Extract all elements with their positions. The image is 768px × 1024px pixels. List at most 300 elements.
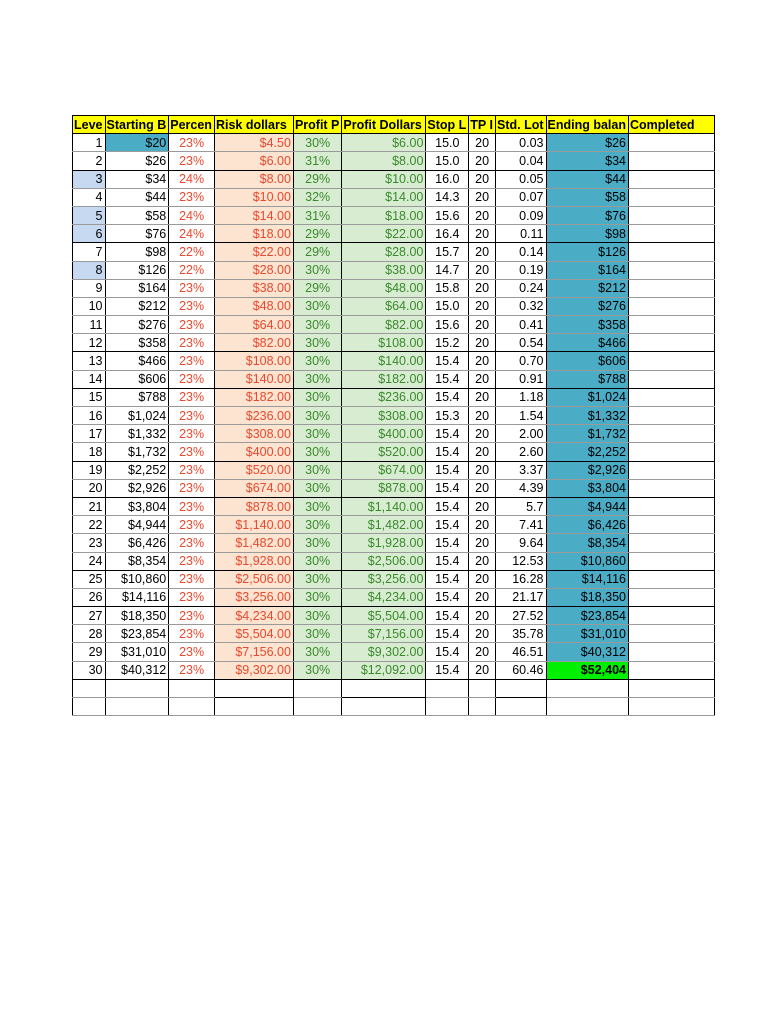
cell-ending-balance[interactable]: $14,116 xyxy=(546,570,628,588)
cell-level[interactable]: 24 xyxy=(73,552,106,570)
cell-stop-loss[interactable]: 15.6 xyxy=(426,206,469,224)
cell-std-lot[interactable]: 2.00 xyxy=(495,425,546,443)
col-header-std-lot[interactable]: Std. Lot xyxy=(495,116,546,134)
cell-risk-dollars[interactable]: $2,506.00 xyxy=(214,570,293,588)
cell-profit-dollars[interactable]: $520.00 xyxy=(342,443,426,461)
cell-level[interactable]: 13 xyxy=(73,352,106,370)
cell-risk-dollars[interactable]: $38.00 xyxy=(214,279,293,297)
empty-cell[interactable] xyxy=(293,698,341,716)
cell-profit-percent[interactable]: 30% xyxy=(293,516,341,534)
cell-profit-dollars[interactable]: $4,234.00 xyxy=(342,588,426,606)
cell-profit-dollars[interactable]: $14.00 xyxy=(342,188,426,206)
cell-std-lot[interactable]: 5.7 xyxy=(495,497,546,515)
cell-risk-dollars[interactable]: $82.00 xyxy=(214,334,293,352)
cell-stop-loss[interactable]: 15.4 xyxy=(426,443,469,461)
empty-cell[interactable] xyxy=(214,679,293,697)
cell-completed[interactable] xyxy=(628,316,714,334)
cell-std-lot[interactable]: 0.04 xyxy=(495,152,546,170)
cell-profit-dollars[interactable]: $6.00 xyxy=(342,134,426,152)
cell-starting-balance[interactable]: $606 xyxy=(105,370,169,388)
cell-profit-dollars[interactable]: $48.00 xyxy=(342,279,426,297)
cell-starting-balance[interactable]: $8,354 xyxy=(105,552,169,570)
cell-starting-balance[interactable]: $40,312 xyxy=(105,661,169,679)
cell-percent[interactable]: 23% xyxy=(169,534,215,552)
cell-ending-balance[interactable]: $40,312 xyxy=(546,643,628,661)
cell-level[interactable]: 12 xyxy=(73,334,106,352)
cell-risk-dollars[interactable]: $400.00 xyxy=(214,443,293,461)
cell-risk-dollars[interactable]: $5,504.00 xyxy=(214,625,293,643)
cell-level[interactable]: 20 xyxy=(73,479,106,497)
col-header-stop-loss[interactable]: Stop L xyxy=(426,116,469,134)
cell-starting-balance[interactable]: $10,860 xyxy=(105,570,169,588)
cell-percent[interactable]: 23% xyxy=(169,570,215,588)
cell-std-lot[interactable]: 16.28 xyxy=(495,570,546,588)
cell-take-profit[interactable]: 20 xyxy=(469,407,496,425)
cell-take-profit[interactable]: 20 xyxy=(469,316,496,334)
cell-std-lot[interactable]: 0.07 xyxy=(495,188,546,206)
cell-starting-balance[interactable]: $23,854 xyxy=(105,625,169,643)
cell-std-lot[interactable]: 9.64 xyxy=(495,534,546,552)
cell-completed[interactable] xyxy=(628,225,714,243)
cell-stop-loss[interactable]: 15.4 xyxy=(426,425,469,443)
cell-starting-balance[interactable]: $6,426 xyxy=(105,534,169,552)
cell-completed[interactable] xyxy=(628,534,714,552)
cell-profit-dollars[interactable]: $2,506.00 xyxy=(342,552,426,570)
cell-std-lot[interactable]: 46.51 xyxy=(495,643,546,661)
cell-percent[interactable]: 23% xyxy=(169,279,215,297)
cell-std-lot[interactable]: 0.54 xyxy=(495,334,546,352)
cell-starting-balance[interactable]: $358 xyxy=(105,334,169,352)
cell-level[interactable]: 22 xyxy=(73,516,106,534)
cell-std-lot[interactable]: 0.03 xyxy=(495,134,546,152)
cell-std-lot[interactable]: 3.37 xyxy=(495,461,546,479)
cell-take-profit[interactable]: 20 xyxy=(469,661,496,679)
cell-take-profit[interactable]: 20 xyxy=(469,625,496,643)
cell-starting-balance[interactable]: $2,252 xyxy=(105,461,169,479)
cell-std-lot[interactable]: 0.24 xyxy=(495,279,546,297)
cell-take-profit[interactable]: 20 xyxy=(469,334,496,352)
cell-take-profit[interactable]: 20 xyxy=(469,388,496,406)
cell-risk-dollars[interactable]: $22.00 xyxy=(214,243,293,261)
cell-percent[interactable]: 23% xyxy=(169,607,215,625)
cell-take-profit[interactable]: 20 xyxy=(469,461,496,479)
empty-cell[interactable] xyxy=(214,698,293,716)
cell-stop-loss[interactable]: 15.0 xyxy=(426,152,469,170)
cell-completed[interactable] xyxy=(628,479,714,497)
cell-percent[interactable]: 23% xyxy=(169,407,215,425)
cell-profit-percent[interactable]: 30% xyxy=(293,534,341,552)
cell-starting-balance[interactable]: $276 xyxy=(105,316,169,334)
col-header-risk-dollars[interactable]: Risk dollars xyxy=(214,116,293,134)
cell-take-profit[interactable]: 20 xyxy=(469,243,496,261)
cell-level[interactable]: 17 xyxy=(73,425,106,443)
cell-profit-dollars[interactable]: $28.00 xyxy=(342,243,426,261)
cell-stop-loss[interactable]: 15.4 xyxy=(426,570,469,588)
cell-stop-loss[interactable]: 15.6 xyxy=(426,316,469,334)
cell-level[interactable]: 11 xyxy=(73,316,106,334)
cell-risk-dollars[interactable]: $28.00 xyxy=(214,261,293,279)
cell-risk-dollars[interactable]: $18.00 xyxy=(214,225,293,243)
cell-percent[interactable]: 23% xyxy=(169,370,215,388)
cell-stop-loss[interactable]: 15.7 xyxy=(426,243,469,261)
cell-take-profit[interactable]: 20 xyxy=(469,443,496,461)
empty-cell[interactable] xyxy=(169,698,215,716)
cell-starting-balance[interactable]: $1,732 xyxy=(105,443,169,461)
cell-completed[interactable] xyxy=(628,279,714,297)
cell-starting-balance[interactable]: $788 xyxy=(105,388,169,406)
cell-level[interactable]: 10 xyxy=(73,297,106,315)
cell-profit-dollars[interactable]: $38.00 xyxy=(342,261,426,279)
cell-profit-percent[interactable]: 30% xyxy=(293,570,341,588)
cell-starting-balance[interactable]: $14,116 xyxy=(105,588,169,606)
cell-starting-balance[interactable]: $76 xyxy=(105,225,169,243)
cell-starting-balance[interactable]: $31,010 xyxy=(105,643,169,661)
cell-stop-loss[interactable]: 15.0 xyxy=(426,134,469,152)
cell-ending-balance[interactable]: $2,926 xyxy=(546,461,628,479)
cell-take-profit[interactable]: 20 xyxy=(469,370,496,388)
cell-std-lot[interactable]: 35.78 xyxy=(495,625,546,643)
cell-stop-loss[interactable]: 15.4 xyxy=(426,497,469,515)
cell-stop-loss[interactable]: 16.4 xyxy=(426,225,469,243)
cell-percent[interactable]: 23% xyxy=(169,352,215,370)
cell-level[interactable]: 28 xyxy=(73,625,106,643)
cell-percent[interactable]: 23% xyxy=(169,588,215,606)
cell-take-profit[interactable]: 20 xyxy=(469,297,496,315)
cell-profit-percent[interactable]: 30% xyxy=(293,443,341,461)
cell-starting-balance[interactable]: $20 xyxy=(105,134,169,152)
cell-profit-dollars[interactable]: $1,928.00 xyxy=(342,534,426,552)
cell-ending-balance[interactable]: $31,010 xyxy=(546,625,628,643)
cell-take-profit[interactable]: 20 xyxy=(469,643,496,661)
cell-starting-balance[interactable]: $3,804 xyxy=(105,497,169,515)
cell-starting-balance[interactable]: $1,332 xyxy=(105,425,169,443)
cell-profit-dollars[interactable]: $108.00 xyxy=(342,334,426,352)
cell-level[interactable]: 14 xyxy=(73,370,106,388)
empty-cell[interactable] xyxy=(495,679,546,697)
cell-starting-balance[interactable]: $58 xyxy=(105,206,169,224)
cell-profit-percent[interactable]: 30% xyxy=(293,479,341,497)
cell-completed[interactable] xyxy=(628,407,714,425)
cell-percent[interactable]: 23% xyxy=(169,516,215,534)
cell-completed[interactable] xyxy=(628,188,714,206)
cell-ending-balance[interactable]: $276 xyxy=(546,297,628,315)
cell-profit-dollars[interactable]: $674.00 xyxy=(342,461,426,479)
cell-percent[interactable]: 23% xyxy=(169,425,215,443)
cell-risk-dollars[interactable]: $8.00 xyxy=(214,170,293,188)
cell-risk-dollars[interactable]: $308.00 xyxy=(214,425,293,443)
cell-starting-balance[interactable]: $126 xyxy=(105,261,169,279)
cell-profit-percent[interactable]: 30% xyxy=(293,407,341,425)
cell-level[interactable]: 6 xyxy=(73,225,106,243)
cell-percent[interactable]: 23% xyxy=(169,443,215,461)
cell-starting-balance[interactable]: $2,926 xyxy=(105,479,169,497)
cell-profit-percent[interactable]: 30% xyxy=(293,588,341,606)
cell-completed[interactable] xyxy=(628,552,714,570)
cell-ending-balance[interactable]: $6,426 xyxy=(546,516,628,534)
empty-cell[interactable] xyxy=(73,698,106,716)
cell-risk-dollars[interactable]: $878.00 xyxy=(214,497,293,515)
cell-ending-balance[interactable]: $52,404 xyxy=(546,661,628,679)
cell-profit-percent[interactable]: 31% xyxy=(293,206,341,224)
cell-percent[interactable]: 24% xyxy=(169,225,215,243)
cell-level[interactable]: 8 xyxy=(73,261,106,279)
cell-completed[interactable] xyxy=(628,661,714,679)
cell-starting-balance[interactable]: $1,024 xyxy=(105,407,169,425)
cell-ending-balance[interactable]: $788 xyxy=(546,370,628,388)
cell-profit-percent[interactable]: 30% xyxy=(293,461,341,479)
cell-level[interactable]: 19 xyxy=(73,461,106,479)
cell-std-lot[interactable]: 4.39 xyxy=(495,479,546,497)
empty-cell[interactable] xyxy=(469,698,496,716)
cell-starting-balance[interactable]: $26 xyxy=(105,152,169,170)
cell-ending-balance[interactable]: $58 xyxy=(546,188,628,206)
cell-profit-dollars[interactable]: $308.00 xyxy=(342,407,426,425)
cell-level[interactable]: 16 xyxy=(73,407,106,425)
cell-profit-dollars[interactable]: $9,302.00 xyxy=(342,643,426,661)
cell-completed[interactable] xyxy=(628,516,714,534)
empty-cell[interactable] xyxy=(342,679,426,697)
cell-stop-loss[interactable]: 15.2 xyxy=(426,334,469,352)
cell-std-lot[interactable]: 0.05 xyxy=(495,170,546,188)
cell-completed[interactable] xyxy=(628,388,714,406)
cell-level[interactable]: 3 xyxy=(73,170,106,188)
empty-cell[interactable] xyxy=(546,698,628,716)
cell-percent[interactable]: 22% xyxy=(169,261,215,279)
cell-level[interactable]: 4 xyxy=(73,188,106,206)
cell-level[interactable]: 23 xyxy=(73,534,106,552)
col-header-profit-dollars[interactable]: Profit Dollars xyxy=(342,116,426,134)
cell-completed[interactable] xyxy=(628,625,714,643)
cell-percent[interactable]: 23% xyxy=(169,461,215,479)
cell-percent[interactable]: 23% xyxy=(169,388,215,406)
cell-risk-dollars[interactable]: $3,256.00 xyxy=(214,588,293,606)
cell-profit-dollars[interactable]: $8.00 xyxy=(342,152,426,170)
cell-ending-balance[interactable]: $18,350 xyxy=(546,588,628,606)
cell-risk-dollars[interactable]: $14.00 xyxy=(214,206,293,224)
cell-percent[interactable]: 23% xyxy=(169,661,215,679)
cell-risk-dollars[interactable]: $236.00 xyxy=(214,407,293,425)
cell-percent[interactable]: 23% xyxy=(169,134,215,152)
cell-ending-balance[interactable]: $4,944 xyxy=(546,497,628,515)
cell-completed[interactable] xyxy=(628,443,714,461)
cell-completed[interactable] xyxy=(628,570,714,588)
cell-risk-dollars[interactable]: $1,140.00 xyxy=(214,516,293,534)
cell-stop-loss[interactable]: 15.8 xyxy=(426,279,469,297)
cell-profit-percent[interactable]: 30% xyxy=(293,625,341,643)
cell-take-profit[interactable]: 20 xyxy=(469,170,496,188)
cell-profit-percent[interactable]: 30% xyxy=(293,316,341,334)
cell-profit-dollars[interactable]: $10.00 xyxy=(342,170,426,188)
cell-ending-balance[interactable]: $23,854 xyxy=(546,607,628,625)
cell-profit-dollars[interactable]: $5,504.00 xyxy=(342,607,426,625)
cell-risk-dollars[interactable]: $108.00 xyxy=(214,352,293,370)
cell-risk-dollars[interactable]: $10.00 xyxy=(214,188,293,206)
cell-take-profit[interactable]: 20 xyxy=(469,352,496,370)
cell-ending-balance[interactable]: $26 xyxy=(546,134,628,152)
cell-risk-dollars[interactable]: $182.00 xyxy=(214,388,293,406)
cell-take-profit[interactable]: 20 xyxy=(469,497,496,515)
cell-percent[interactable]: 23% xyxy=(169,297,215,315)
cell-profit-percent[interactable]: 30% xyxy=(293,552,341,570)
cell-profit-percent[interactable]: 32% xyxy=(293,188,341,206)
cell-profit-percent[interactable]: 30% xyxy=(293,334,341,352)
cell-level[interactable]: 30 xyxy=(73,661,106,679)
cell-completed[interactable] xyxy=(628,352,714,370)
cell-completed[interactable] xyxy=(628,334,714,352)
cell-std-lot[interactable]: 12.53 xyxy=(495,552,546,570)
cell-risk-dollars[interactable]: $1,482.00 xyxy=(214,534,293,552)
empty-cell[interactable] xyxy=(546,679,628,697)
cell-starting-balance[interactable]: $4,944 xyxy=(105,516,169,534)
cell-std-lot[interactable]: 0.09 xyxy=(495,206,546,224)
cell-std-lot[interactable]: 1.54 xyxy=(495,407,546,425)
cell-risk-dollars[interactable]: $140.00 xyxy=(214,370,293,388)
cell-ending-balance[interactable]: $358 xyxy=(546,316,628,334)
cell-take-profit[interactable]: 20 xyxy=(469,261,496,279)
cell-percent[interactable]: 23% xyxy=(169,316,215,334)
cell-percent[interactable]: 23% xyxy=(169,334,215,352)
cell-take-profit[interactable]: 20 xyxy=(469,588,496,606)
cell-profit-percent[interactable]: 30% xyxy=(293,497,341,515)
cell-ending-balance[interactable]: $1,732 xyxy=(546,425,628,443)
cell-level[interactable]: 5 xyxy=(73,206,106,224)
cell-std-lot[interactable]: 0.41 xyxy=(495,316,546,334)
cell-ending-balance[interactable]: $606 xyxy=(546,352,628,370)
cell-stop-loss[interactable]: 15.4 xyxy=(426,643,469,661)
cell-profit-percent[interactable]: 30% xyxy=(293,388,341,406)
empty-cell[interactable] xyxy=(169,679,215,697)
cell-profit-percent[interactable]: 29% xyxy=(293,279,341,297)
col-header-ending-balance[interactable]: Ending balan xyxy=(546,116,628,134)
cell-percent[interactable]: 23% xyxy=(169,497,215,515)
col-header-take-profit[interactable]: TP I xyxy=(469,116,496,134)
cell-profit-dollars[interactable]: $22.00 xyxy=(342,225,426,243)
cell-completed[interactable] xyxy=(628,607,714,625)
cell-std-lot[interactable]: 0.91 xyxy=(495,370,546,388)
cell-stop-loss[interactable]: 15.4 xyxy=(426,370,469,388)
cell-stop-loss[interactable]: 14.3 xyxy=(426,188,469,206)
cell-std-lot[interactable]: 0.70 xyxy=(495,352,546,370)
cell-profit-percent[interactable]: 30% xyxy=(293,261,341,279)
cell-profit-percent[interactable]: 30% xyxy=(293,425,341,443)
cell-starting-balance[interactable]: $34 xyxy=(105,170,169,188)
cell-take-profit[interactable]: 20 xyxy=(469,479,496,497)
cell-stop-loss[interactable]: 15.4 xyxy=(426,661,469,679)
cell-percent[interactable]: 23% xyxy=(169,552,215,570)
empty-cell[interactable] xyxy=(426,679,469,697)
cell-level[interactable]: 15 xyxy=(73,388,106,406)
cell-percent[interactable]: 23% xyxy=(169,152,215,170)
cell-risk-dollars[interactable]: $4,234.00 xyxy=(214,607,293,625)
cell-std-lot[interactable]: 27.52 xyxy=(495,607,546,625)
cell-take-profit[interactable]: 20 xyxy=(469,534,496,552)
cell-ending-balance[interactable]: $76 xyxy=(546,206,628,224)
cell-stop-loss[interactable]: 15.4 xyxy=(426,534,469,552)
cell-level[interactable]: 1 xyxy=(73,134,106,152)
col-header-percent[interactable]: Percen xyxy=(169,116,215,134)
cell-percent[interactable]: 22% xyxy=(169,243,215,261)
col-header-completed[interactable]: Completed xyxy=(628,116,714,134)
cell-completed[interactable] xyxy=(628,206,714,224)
empty-cell[interactable] xyxy=(105,679,169,697)
col-header-starting-balance[interactable]: Starting B xyxy=(105,116,169,134)
cell-starting-balance[interactable]: $164 xyxy=(105,279,169,297)
cell-risk-dollars[interactable]: $9,302.00 xyxy=(214,661,293,679)
cell-completed[interactable] xyxy=(628,261,714,279)
cell-profit-dollars[interactable]: $400.00 xyxy=(342,425,426,443)
cell-level[interactable]: 18 xyxy=(73,443,106,461)
cell-profit-dollars[interactable]: $182.00 xyxy=(342,370,426,388)
cell-ending-balance[interactable]: $126 xyxy=(546,243,628,261)
cell-std-lot[interactable]: 0.32 xyxy=(495,297,546,315)
cell-completed[interactable] xyxy=(628,152,714,170)
cell-profit-percent[interactable]: 29% xyxy=(293,243,341,261)
cell-profit-percent[interactable]: 29% xyxy=(293,170,341,188)
cell-level[interactable]: 2 xyxy=(73,152,106,170)
cell-std-lot[interactable]: 0.19 xyxy=(495,261,546,279)
cell-completed[interactable] xyxy=(628,170,714,188)
cell-percent[interactable]: 24% xyxy=(169,170,215,188)
cell-take-profit[interactable]: 20 xyxy=(469,516,496,534)
cell-completed[interactable] xyxy=(628,461,714,479)
cell-ending-balance[interactable]: $98 xyxy=(546,225,628,243)
cell-risk-dollars[interactable]: $6.00 xyxy=(214,152,293,170)
cell-take-profit[interactable]: 20 xyxy=(469,279,496,297)
cell-profit-percent[interactable]: 30% xyxy=(293,134,341,152)
cell-ending-balance[interactable]: $212 xyxy=(546,279,628,297)
cell-take-profit[interactable]: 20 xyxy=(469,134,496,152)
cell-starting-balance[interactable]: $466 xyxy=(105,352,169,370)
cell-profit-percent[interactable]: 30% xyxy=(293,297,341,315)
cell-percent[interactable]: 23% xyxy=(169,188,215,206)
cell-level[interactable]: 26 xyxy=(73,588,106,606)
cell-std-lot[interactable]: 1.18 xyxy=(495,388,546,406)
cell-ending-balance[interactable]: $10,860 xyxy=(546,552,628,570)
cell-risk-dollars[interactable]: $674.00 xyxy=(214,479,293,497)
cell-stop-loss[interactable]: 15.4 xyxy=(426,588,469,606)
cell-level[interactable]: 27 xyxy=(73,607,106,625)
cell-stop-loss[interactable]: 15.4 xyxy=(426,479,469,497)
cell-risk-dollars[interactable]: $48.00 xyxy=(214,297,293,315)
cell-stop-loss[interactable]: 15.4 xyxy=(426,388,469,406)
empty-cell[interactable] xyxy=(628,679,714,697)
cell-profit-dollars[interactable]: $1,482.00 xyxy=(342,516,426,534)
cell-profit-percent[interactable]: 31% xyxy=(293,152,341,170)
cell-completed[interactable] xyxy=(628,588,714,606)
cell-take-profit[interactable]: 20 xyxy=(469,225,496,243)
cell-profit-percent[interactable]: 30% xyxy=(293,370,341,388)
cell-ending-balance[interactable]: $34 xyxy=(546,152,628,170)
cell-stop-loss[interactable]: 15.3 xyxy=(426,407,469,425)
cell-std-lot[interactable]: 0.14 xyxy=(495,243,546,261)
cell-level[interactable]: 21 xyxy=(73,497,106,515)
cell-ending-balance[interactable]: $1,024 xyxy=(546,388,628,406)
cell-risk-dollars[interactable]: $64.00 xyxy=(214,316,293,334)
cell-completed[interactable] xyxy=(628,425,714,443)
cell-profit-percent[interactable]: 29% xyxy=(293,225,341,243)
cell-stop-loss[interactable]: 16.0 xyxy=(426,170,469,188)
cell-profit-dollars[interactable]: $18.00 xyxy=(342,206,426,224)
cell-starting-balance[interactable]: $98 xyxy=(105,243,169,261)
cell-profit-dollars[interactable]: $7,156.00 xyxy=(342,625,426,643)
empty-cell[interactable] xyxy=(293,679,341,697)
empty-cell[interactable] xyxy=(469,679,496,697)
empty-cell[interactable] xyxy=(628,698,714,716)
cell-profit-percent[interactable]: 30% xyxy=(293,643,341,661)
cell-profit-percent[interactable]: 30% xyxy=(293,607,341,625)
cell-profit-dollars[interactable]: $878.00 xyxy=(342,479,426,497)
cell-take-profit[interactable]: 20 xyxy=(469,152,496,170)
